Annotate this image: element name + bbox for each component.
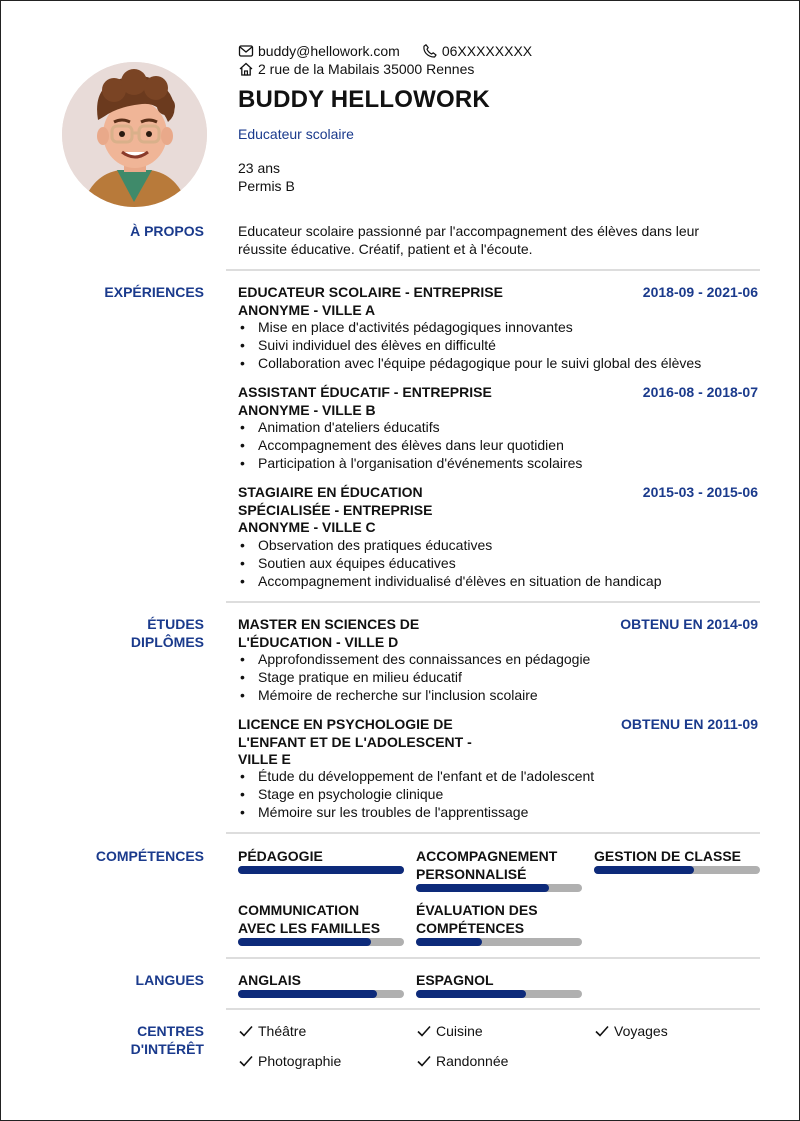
list-item: • Mémoire de recherche sur l'inclusion scolaire [238,686,590,704]
list-item: • Suivi individuel des élèves en difficulté [238,336,701,354]
experience-dates: 2015-03 - 2015-06 [642,484,758,500]
list-item: • Accompagnement des élèves dans leur quotidien [238,436,582,454]
interest-label: Randonnée [436,1053,509,1069]
list-item: • Stage pratique en milieu éducatif [238,668,590,686]
skill-level-fill [238,866,404,874]
language-item [416,971,582,998]
interest-item [238,1022,306,1040]
list-item: • Mise en place d'activités pédagogiques innovantes [238,318,701,336]
skill-level-fill [416,938,482,946]
list-item: • Collaboration avec l'équipe pédagogique pour le suivi global des élèves [238,354,701,372]
section-label-interests: D'INTÉRÊT [130,1041,204,1057]
home-icon [238,61,254,77]
skill-name: COMMUNICATION [238,902,360,918]
section-label-languages: LANGUES [135,972,204,988]
section-label-experiences: EXPÉRIENCES [104,284,204,300]
interest-label: Voyages [614,1023,668,1039]
skill-name: COMPÉTENCES [416,920,525,936]
skill-level-bar [416,938,582,946]
skill-item [238,847,404,874]
degree-title: MASTER EN SCIENCES DE [238,616,420,632]
experience-dates: 2016-08 - 2018-07 [642,384,758,400]
section-label-education: ÉTUDES [147,616,204,632]
list-item: • Observation des pratiques éducatives [238,536,662,554]
experience-title: ASSISTANT ÉDUCATIF - ENTREPRISE [238,384,492,400]
list-item: • Participation à l'organisation d'événements scolaires [238,454,582,472]
check-icon [238,1053,254,1069]
check-icon [416,1023,432,1039]
phone-icon [422,43,438,59]
degree-title: L'ENFANT ET DE L'ADOLESCENT - [238,734,472,750]
skill-level-fill [238,938,371,946]
experience-dates: 2018-09 - 2021-06 [642,284,758,300]
interest-item [416,1052,508,1070]
experience-bullets [238,536,662,590]
language-name: ANGLAIS [238,972,301,988]
email[interactable]: buddy@hellowork.com [258,43,400,59]
skill-item [594,847,760,874]
address: 2 rue de la Mabilais 35000 Rennes [258,61,475,77]
skill-level-bar [594,866,760,874]
skill-name: PERSONNALISÉ [416,866,527,882]
language-level-fill [238,990,377,998]
language-item [238,971,404,998]
degree-bullets [238,650,590,704]
experience-company: ANONYME - VILLE B [238,402,376,418]
skill-level-bar [416,884,582,892]
divider [226,1008,760,1010]
age: 23 ans [238,160,281,176]
avatar [62,62,207,207]
interest-item [416,1022,483,1040]
divider [226,957,760,959]
check-icon [416,1053,432,1069]
experience-title: EDUCATEUR SCOLAIRE - ENTREPRISE [238,284,503,300]
skill-name: PÉDAGOGIE [238,848,323,864]
section-label-education: DIPLÔMES [130,634,204,650]
skill-name: ACCOMPAGNEMENT [416,848,558,864]
language-name: ESPAGNOL [416,972,494,988]
skill-level-bar [238,866,404,874]
about-line-1: Educateur scolaire passionné par l'accompagnement des élèves dans leur [238,223,700,239]
section-label-about: À PROPOS [130,223,204,239]
skill-name: AVEC LES FAMILLES [238,920,381,936]
degree-bullets [238,767,594,821]
list-item: • Stage en psychologie clinique [238,785,594,803]
language-level-bar [238,990,404,998]
skill-level-bar [238,938,404,946]
degree-title: L'ÉDUCATION - VILLE D [238,634,399,650]
interest-item [594,1022,668,1040]
interest-label: Cuisine [436,1023,483,1039]
language-level-fill [416,990,526,998]
interest-label: Théâtre [258,1023,307,1039]
experience-bullets [238,418,582,472]
divider [226,601,760,603]
check-icon [238,1023,254,1039]
divider [226,832,760,834]
interest-label: Photographie [258,1053,342,1069]
experience-company: ANONYME - VILLE C [238,519,376,535]
language-level-bar [416,990,582,998]
section-label-interests: CENTRES [137,1023,204,1039]
full-name: BUDDY HELLOWORK [238,86,490,113]
list-item: • Soutien aux équipes éducatives [238,554,662,572]
skill-item [416,901,582,946]
degree-date: OBTENU EN 2011-09 [621,716,758,732]
mail-icon [238,43,254,59]
address-row [238,60,474,78]
experience-title: STAGIAIRE EN ÉDUCATION [238,484,423,500]
list-item: • Mémoire sur les troubles de l'apprentissage [238,803,594,821]
interest-item [238,1052,341,1070]
job-title: Educateur scolaire [238,126,354,142]
degree-title: VILLE E [238,751,291,767]
avatar-illustration [62,62,207,207]
contact-row [238,42,532,60]
degree-date: OBTENU EN 2014-09 [620,616,758,632]
skill-name: ÉVALUATION DES [416,902,538,918]
degree-title: LICENCE EN PSYCHOLOGIE DE [238,716,453,732]
list-item: • Animation d'ateliers éducatifs [238,418,582,436]
experience-title: SPÉCIALISÉE - ENTREPRISE [238,502,433,518]
about-line-2: réussite éducative. Créatif, patient et à l'écoute. [238,241,533,257]
check-icon [594,1023,610,1039]
skill-level-fill [416,884,549,892]
skill-level-fill [594,866,694,874]
skill-item [416,847,582,892]
list-item: • Accompagnement individualisé d'élèves en situation de handicap [238,572,662,590]
divider [226,269,760,271]
skill-item [238,901,404,946]
experience-company: ANONYME - VILLE A [238,302,376,318]
experience-bullets [238,318,701,372]
skill-name: GESTION DE CLASSE [594,848,742,864]
section-label-skills: COMPÉTENCES [95,848,204,864]
driving-license: Permis B [238,178,295,194]
list-item: • Approfondissement des connaissances en pédagogie [238,650,590,668]
phone[interactable]: 06XXXXXXXX [441,43,533,59]
list-item: • Étude du développement de l'enfant et de l'adolescent [238,767,594,785]
